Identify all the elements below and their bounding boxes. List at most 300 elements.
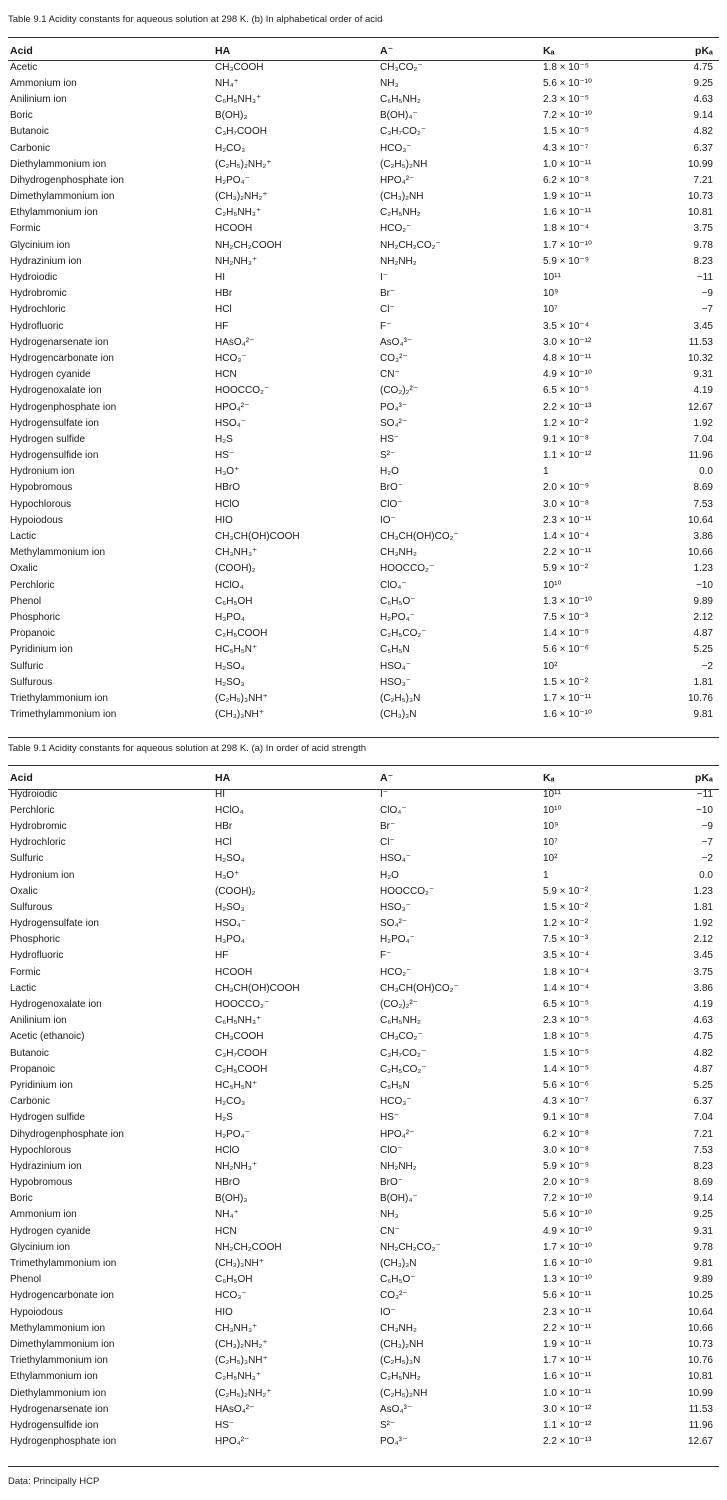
acid-name: Sulfuric [10,853,44,865]
ka-value: 3.5 × 10⁻⁴ [543,950,589,962]
acid-name: Hydrobromic [10,820,67,832]
pka-value: 4.19 [693,999,713,1011]
ka-value: 5.9 × 10⁻² [543,563,589,575]
table-row [8,1061,719,1077]
ka-value: 1.3 × 10⁻¹⁰ [543,595,593,607]
acid-name: Phosphoric [10,611,61,623]
acid-formula: HBr [215,820,233,832]
acid-formula: HCOOH [215,966,253,978]
table-row [8,577,719,593]
acid-name: Ethylammonium ion [10,207,98,219]
conjugate-base: C₆H₅NH₂ [380,93,421,105]
table-b-header [8,43,719,59]
acid-formula: H₂SO₄ [215,660,245,672]
ka-value: 2.0 × 10⁻⁹ [543,482,589,494]
acid-name: Hydrogensulfide ion [10,450,99,462]
acid-name: Propanoic [10,1063,56,1075]
conjugate-base: (CO₂)₂²⁻ [380,385,419,397]
conjugate-base: CH₃NH₂ [380,547,417,559]
table-b-caption: Table 9.1 Acidity constants for aqueous solution at 298 K. (b) In alphabetical order of acid [8,14,383,25]
acid-formula: CH₃COOH [215,61,264,73]
table-row [8,707,719,723]
acid-formula: NH₂NH₃⁺ [215,255,258,267]
ka-value: 1.5 × 10⁻² [543,901,589,913]
acid-name: Hydrogen cyanide [10,1225,91,1237]
table-row [8,302,719,318]
table-row [8,367,719,383]
acid-name: Glycinium ion [10,239,71,251]
table-row [8,1320,719,1336]
acid-name: Perchloric [10,579,55,591]
pka-value: 11.53 [688,1403,713,1415]
ka-value: 5.9 × 10⁻⁹ [543,1160,589,1172]
table-row [8,1417,719,1433]
pka-value: 9.89 [693,595,713,607]
pka-value: 3.75 [693,966,713,978]
table-row [8,156,719,172]
col-ka-header: Kₐ [543,45,555,57]
acid-formula: H₂S [215,1112,233,1124]
acid-formula: HBrO [215,482,240,494]
pka-value: 4.82 [693,1047,713,1059]
acid-name: Hypoiodous [10,1306,63,1318]
acid-formula: C₆H₅NH₃⁺ [215,1015,262,1027]
conjugate-base: IO⁻ [380,1306,396,1318]
ka-value: 10⁹ [543,288,559,300]
acid-formula: H₂SO₃ [215,901,245,913]
table-row [8,593,719,609]
ka-value: 10¹⁰ [543,804,562,816]
table-row [8,350,719,366]
conjugate-base: HOOCCO₂⁻ [380,563,435,575]
table-row [8,1013,719,1029]
ka-value: 10⁹ [543,820,559,832]
ka-value: 1.8 × 10⁻⁵ [543,1031,589,1043]
ka-value: 7.2 × 10⁻¹⁰ [543,110,593,122]
acid-formula: C₂H₅NH₃⁺ [215,1371,262,1383]
pka-value: 9.31 [693,1225,713,1237]
conjugate-base: AsO₄³⁻ [380,336,413,348]
pka-value: 8.69 [693,1177,713,1189]
acid-name: Sulfurous [10,676,53,688]
conjugate-base: BrO⁻ [380,482,404,494]
pka-value: 10.73 [687,191,713,203]
conjugate-base: ClO⁻ [380,1144,403,1156]
acid-name: Dihydrogenphosphate ion [10,174,124,186]
table-row [8,1255,719,1271]
acid-formula: HBrO [215,1177,240,1189]
acid-name: Hydrogen sulfide [10,1112,86,1124]
pka-value: 8.69 [693,482,713,494]
conjugate-base: H₂PO₄⁻ [380,934,415,946]
pka-value: 4.82 [693,126,713,138]
col-conjugate-base-header: A⁻ [380,772,394,784]
table-row [8,269,719,285]
conjugate-base: CH₃CH(OH)CO₂⁻ [380,982,459,994]
ka-value: 2.3 × 10⁻¹¹ [543,1306,592,1318]
ka-value: 1.6 × 10⁻¹¹ [543,207,592,219]
table-a-bottom-rule [8,1466,719,1467]
conjugate-base: I⁻ [380,788,389,800]
ka-value: 2.2 × 10⁻¹¹ [543,1322,592,1334]
ka-value: 9.1 × 10⁻⁸ [543,1112,589,1124]
pka-value: −11 [696,788,713,800]
acid-formula: HS⁻ [215,450,235,462]
pka-value: 6.37 [693,1096,713,1108]
acid-formula: HCN [215,369,237,381]
conjugate-base: C₃H₇CO₂⁻ [380,1047,427,1059]
acid-formula: HCl [215,304,232,316]
table-row [8,658,719,674]
ka-value: 2.2 × 10⁻¹³ [543,1436,592,1448]
acid-formula: (C₂H₅)₂NH₂⁺ [215,1387,272,1399]
pka-value: 11.53 [688,336,713,348]
conjugate-base: C₅H₅N [380,644,410,656]
pka-value: 9.25 [693,77,713,89]
acid-name: Acetic [10,61,38,73]
ka-value: 1.5 × 10⁻⁵ [543,126,589,138]
acid-name: Butanoic [10,126,49,138]
ka-value: 10⁷ [543,304,558,316]
ka-value: 9.1 × 10⁻⁸ [543,433,589,445]
conjugate-base: Br⁻ [380,820,396,832]
conjugate-base: CN⁻ [380,1225,400,1237]
acid-formula: H₃O⁺ [215,869,240,881]
acid-name: Diethylammonium ion [10,158,107,170]
table-row [8,1029,719,1045]
acid-name: Hydrogen cyanide [10,369,91,381]
table-row [8,75,719,91]
table-row [8,1207,719,1223]
acid-formula: H₃PO₄ [215,611,245,623]
col-ka-header: Kₐ [543,772,555,784]
conjugate-base: ClO₄⁻ [380,579,407,591]
ka-value: 3.0 × 10⁻¹² [543,1403,592,1415]
conjugate-base: SO₄²⁻ [380,417,408,429]
acid-name: Diethylammonium ion [10,1387,107,1399]
conjugate-base: HPO₄²⁻ [380,1128,415,1140]
acid-formula: C₃H₇COOH [215,126,267,138]
table-b-header-rule [8,60,719,61]
ka-value: 1.8 × 10⁻⁵ [543,61,589,73]
acid-formula: (C₂H₅)₂NH₂⁺ [215,158,272,170]
ka-value: 10¹¹ [543,788,561,800]
acid-formula: (CH₃)₃NH⁺ [215,709,264,721]
acid-formula: (CH₃)₂NH₂⁺ [215,191,268,203]
pka-value: 1.23 [693,563,713,575]
table-a-caption: Table 9.1 Acidity constants for aqueous solution at 298 K. (a) In order of acid strength [8,743,367,754]
conjugate-base: HSO₄⁻ [380,660,412,672]
conjugate-base: Cl⁻ [380,837,395,849]
pka-value: −9 [701,288,713,300]
acid-formula: HF [215,950,229,962]
ka-value: 1.6 × 10⁻¹¹ [543,1371,592,1383]
acid-name: Butanoic [10,1047,49,1059]
acid-formula: (C₂H₅)₃NH⁺ [215,1355,268,1367]
acid-formula: HSO₄⁻ [215,417,247,429]
acid-name: Lactic [10,531,37,543]
ka-value: 3.5 × 10⁻⁴ [543,320,589,332]
acid-formula: (CH₃)₃NH⁺ [215,1258,264,1270]
acid-formula: HBr [215,288,233,300]
ka-value: 7.5 × 10⁻³ [543,934,589,946]
ka-value: 1.8 × 10⁻⁴ [543,966,589,978]
acid-formula: CH₃CH(OH)COOH [215,531,300,543]
acid-formula: HAsO₄²⁻ [215,336,255,348]
ka-value: 2.2 × 10⁻¹³ [543,401,592,413]
ka-value: 4.8 × 10⁻¹¹ [543,352,592,364]
ka-value: 5.6 × 10⁻⁶ [543,644,589,656]
acid-name: Oxalic [10,563,38,575]
col-conjugate-base-header: A⁻ [380,45,394,57]
table-a-by-strength [8,770,719,1450]
table-row [8,1045,719,1061]
acid-name: Triethylammonium ion [10,1355,108,1367]
table-row [8,802,719,818]
acid-formula: H₂PO₄⁻ [215,174,250,186]
table-row [8,1401,719,1417]
conjugate-base: HPO₄²⁻ [380,174,415,186]
pka-value: −10 [696,804,713,816]
ka-value: 1.5 × 10⁻² [543,676,589,688]
conjugate-base: Cl⁻ [380,304,395,316]
conjugate-base: (C₂H₅)₃N [380,692,421,704]
table-a-header-rule [8,789,719,790]
pka-value: 3.45 [693,320,713,332]
pka-value: 9.81 [693,1258,713,1270]
table-row [8,642,719,658]
conjugate-base: (CH₃)₃N [380,1258,417,1270]
acid-name: Hydrogensulfate ion [10,918,99,930]
acid-formula: NH₄⁺ [215,77,239,89]
conjugate-base: (C₂H₅)₂NH [380,158,428,170]
conjugate-base: (CO₂)₂²⁻ [380,999,419,1011]
acid-name: Dimethylammonium ion [10,1338,115,1350]
acid-name: Glycinium ion [10,1241,71,1253]
conjugate-base: C₆H₅O⁻ [380,595,416,607]
ka-value: 2.0 × 10⁻⁹ [543,1177,589,1189]
table-row [8,609,719,625]
ka-value: 3.0 × 10⁻¹² [543,336,592,348]
pka-value: 10.76 [687,692,713,704]
acid-name: Hypobromous [10,482,73,494]
acid-formula: H₃PO₄ [215,934,245,946]
pka-value: 8.23 [693,255,713,267]
acid-name: Hydrogenoxalate ion [10,999,102,1011]
conjugate-base: (C₂H₅)₃N [380,1355,421,1367]
pka-value: 9.14 [693,110,713,122]
acid-formula: HCl [215,837,232,849]
pka-value: 4.87 [693,628,713,640]
table-row [8,496,719,512]
conjugate-base: C₆H₅O⁻ [380,1274,416,1286]
conjugate-base: (CH₃)₂NH [380,1338,424,1350]
conjugate-base: I⁻ [380,272,389,284]
ka-value: 1.8 × 10⁻⁴ [543,223,589,235]
pka-value: 3.86 [693,531,713,543]
acid-formula: HIO [215,1306,233,1318]
acid-formula: HC₅H₅N⁺ [215,644,258,656]
pka-value: 9.31 [693,369,713,381]
acid-formula: HCO₃⁻ [215,1290,247,1302]
pka-value: 8.23 [693,1160,713,1172]
table-row [8,480,719,496]
pka-value: 4.19 [693,385,713,397]
pka-value: 10.64 [687,514,713,526]
acid-formula: NH₂CH₂COOH [215,1241,282,1253]
pka-value: 0.0 [699,466,713,478]
acid-name: Anilinium ion [10,1015,67,1027]
conjugate-base: CH₃CH(OH)CO₂⁻ [380,531,459,543]
pka-value: 9.78 [693,1241,713,1253]
pka-value: 10.73 [687,1338,713,1350]
acid-name: Hydrobromic [10,288,67,300]
acid-formula: C₆H₅OH [215,595,253,607]
acid-formula: HPO₄²⁻ [215,401,250,413]
pka-value: 7.04 [693,433,713,445]
acid-formula: HSO₄⁻ [215,918,247,930]
table-row [8,205,719,221]
acid-formula: HCOOH [215,223,253,235]
conjugate-base: PO₄³⁻ [380,1436,408,1448]
acid-formula: H₂S [215,433,233,445]
table-row [8,1288,719,1304]
acid-name: Hypobromous [10,1177,73,1189]
pka-value: −2 [701,853,713,865]
conjugate-base: PO₄³⁻ [380,401,408,413]
table-row [8,1126,719,1142]
pka-value: −7 [701,837,713,849]
acid-name: Triethylammonium ion [10,692,108,704]
pka-value: 9.78 [693,239,713,251]
table-row [8,980,719,996]
acid-name: Formic [10,223,41,235]
col-acid-header: Acid [10,45,33,57]
table-row [8,108,719,124]
table-row [8,818,719,834]
acid-name: Oxalic [10,885,38,897]
pka-value: 10.81 [687,1371,713,1383]
pka-value: 4.63 [693,1015,713,1027]
acid-formula: HClO₄ [215,579,244,591]
table-row [8,932,719,948]
table-row [8,1142,719,1158]
conjugate-base: C₂H₅NH₂ [380,1371,421,1383]
acid-formula: H₂SO₃ [215,676,245,688]
conjugate-base: C₂H₅CO₂⁻ [380,1063,427,1075]
ka-value: 2.3 × 10⁻⁵ [543,93,589,105]
ka-value: 6.2 × 10⁻⁸ [543,1128,589,1140]
pka-value: 11.96 [688,1419,713,1431]
acid-name: Hypochlorous [10,1144,72,1156]
pka-value: 4.63 [693,93,713,105]
table-row [8,1336,719,1352]
acid-name: Hydrogensulfide ion [10,1419,99,1431]
pka-value: 4.75 [693,1031,713,1043]
acid-name: Hydrogenphosphate ion [10,1436,117,1448]
acid-name: Hydrogensulfate ion [10,417,99,429]
acid-formula: HS⁻ [215,1419,235,1431]
acid-name: Perchloric [10,804,55,816]
table-row [8,1272,719,1288]
acid-formula: C₂H₅COOH [215,628,268,640]
conjugate-base: HSO₃⁻ [380,901,412,913]
conjugate-base: HOOCCO₂⁻ [380,885,435,897]
acid-formula: HF [215,320,229,332]
acid-name: Ammonium ion [10,1209,77,1221]
pka-value: 3.75 [693,223,713,235]
pka-value: 7.21 [693,174,713,186]
acid-name: Hydrochloric [10,304,66,316]
pka-value: −2 [701,660,713,672]
acid-formula: H₂SO₄ [215,853,245,865]
pka-value: 10.66 [687,547,713,559]
pka-value: 10.64 [687,1306,713,1318]
conjugate-base: HSO₄⁻ [380,853,412,865]
acid-name: Ammonium ion [10,77,77,89]
ka-value: 2.3 × 10⁻⁵ [543,1015,589,1027]
acid-formula: B(OH)₃ [215,1193,248,1205]
ka-value: 1.5 × 10⁻⁵ [543,1047,589,1059]
ka-value: 7.5 × 10⁻³ [543,611,589,623]
acid-formula: C₆H₅NH₃⁺ [215,93,262,105]
acid-name: Hydrogenoxalate ion [10,385,102,397]
pka-value: 2.12 [693,934,713,946]
acid-name: Boric [10,110,33,122]
acid-formula: HCN [215,1225,237,1237]
ka-value: 1.9 × 10⁻¹¹ [543,1338,592,1350]
acid-formula: HPO₄²⁻ [215,1436,250,1448]
acid-name: Dihydrogenphosphate ion [10,1128,124,1140]
acid-name: Hydrogencarbonate ion [10,352,114,364]
ka-value: 6.2 × 10⁻⁸ [543,174,589,186]
ka-value: 10² [543,853,558,865]
conjugate-base: C₂H₅CO₂⁻ [380,628,427,640]
acid-formula: HClO₄ [215,804,244,816]
col-ha-header: HA [215,45,231,57]
ka-value: 4.3 × 10⁻⁷ [543,142,589,154]
table-row [8,286,719,302]
table-row [8,528,719,544]
table-row [8,431,719,447]
acid-formula: NH₄⁺ [215,1209,239,1221]
ka-value: 1.0 × 10⁻¹¹ [543,158,592,170]
ka-value: 5.6 × 10⁻⁶ [543,1079,589,1091]
pka-value: 3.86 [693,982,713,994]
pka-value: 2.12 [693,611,713,623]
footnote: Data: Principally HCP [8,1476,100,1487]
table-row [8,334,719,350]
acid-formula: CH₃COOH [215,1031,264,1043]
ka-value: 1.7 × 10⁻¹¹ [543,1355,592,1367]
ka-value: 1.2 × 10⁻² [543,918,589,930]
acid-formula: (CH₃)₂NH₂⁺ [215,1338,268,1350]
pka-value: 1.92 [693,918,713,930]
table-row [8,140,719,156]
acid-formula: HI [215,272,225,284]
ka-value: 2.3 × 10⁻¹¹ [543,514,592,526]
acid-name: Hydrofluoric [10,950,64,962]
acid-formula: H₂CO₃ [215,142,246,154]
acid-name: Pyridinium ion [10,1079,73,1091]
pka-value: 4.75 [693,61,713,73]
table-row [8,172,719,188]
acid-formula: C₂H₅NH₃⁺ [215,207,262,219]
col-pka-header: pKₐ [695,45,713,57]
acid-name: Hydronium ion [10,466,75,478]
pka-value: 11.96 [688,450,713,462]
pka-value: 10.32 [687,352,713,364]
